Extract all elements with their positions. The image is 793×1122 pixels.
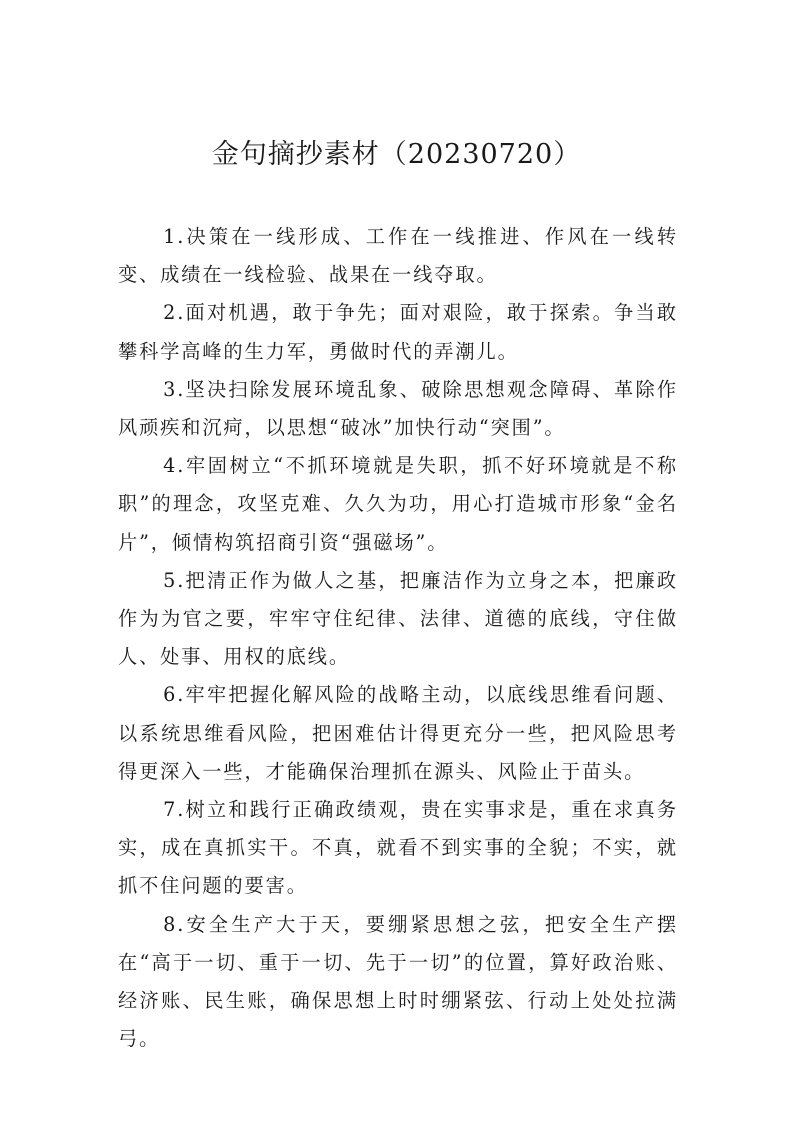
document-title: 金句摘抄素材（20230720） (211, 139, 582, 170)
quote-paragraph-3: 3.坚决扫除发展环境乱象、破除思想观念障碍、革除作风顽疾和沉疴，以思想“破冰”加快行动“突围”。 (118, 377, 678, 440)
quote-paragraph-6: 6.牢牢把握化解风险的战略主动，以底线思维看问题、以系统思维看风险，把困难估计得更充分一些，把风险思考得更深入一些，才能确保治理抓在源头、风险止于苗头。 (118, 683, 678, 783)
document-body (118, 218, 678, 1058)
quote-paragraph-5: 5.把清正作为做人之基，把廉洁作为立身之本，把廉政作为为官之要，牢牢守住纪律、法律、道德的底线，守住做人、处事、用权的底线。 (118, 568, 678, 669)
quote-paragraph-4: 4.牢固树立“不抓环境就是失职，抓不好环境就是不称职”的理念，攻坚克难、久久为功，用心打造城市形象“金名片”，倾情构筑招商引资“强磁场”。 (118, 454, 678, 554)
quote-paragraph-1: 1.决策在一线形成、工作在一线推进、作风在一线转变、成绩在一线检验、战果在一线夺取。 (118, 225, 678, 287)
quote-paragraph-7: 7.树立和践行正确政绩观，贵在实事求是，重在求真务实，成在真抓实干。不真，就看不到实事的全貌；不实，就抓不住问题的要害。 (118, 798, 678, 898)
quote-paragraph-2: 2.面对机遇，敢于争先；面对艰险，敢于探索。争当敢攀科学高峰的生力军，勇做时代的弄潮儿。 (118, 301, 678, 363)
quote-paragraph-8: 8.安全生产大于天，要绷紧思想之弦，把安全生产摆在“高于一切、重于一切、先于一切”的位置，算好政治账、经济账、民生账，确保思想上时时绷紧弦、行动上处处拉满弓。 (118, 912, 678, 1051)
